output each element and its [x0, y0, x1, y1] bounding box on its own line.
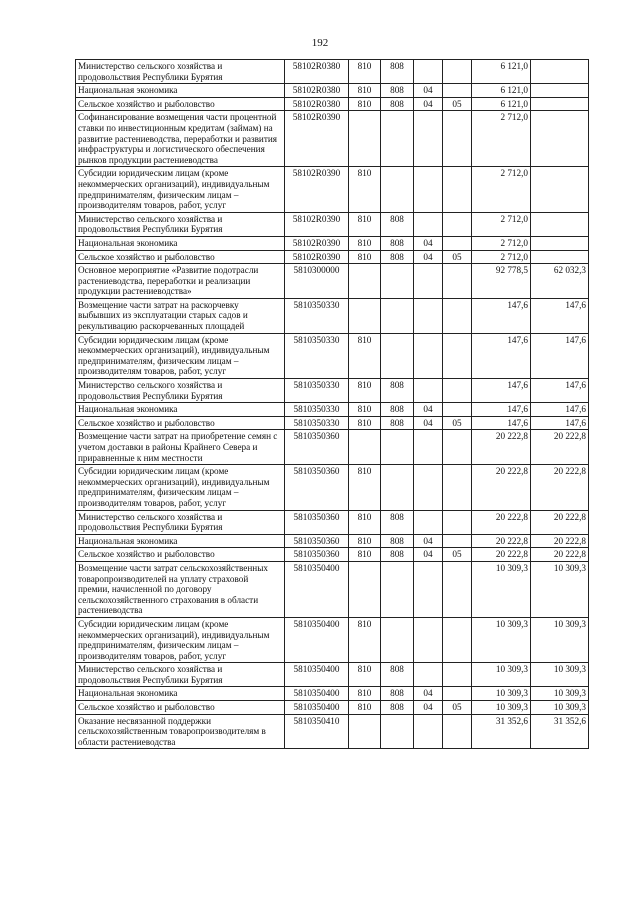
department-code-cell — [381, 430, 414, 465]
section-code-cell: 04 — [414, 97, 443, 111]
department-code-cell: 808 — [381, 97, 414, 111]
target-code-cell: 58102R0390 — [285, 236, 349, 250]
department-code-cell — [381, 465, 414, 510]
department-code-cell — [381, 714, 414, 749]
item-name-cell: Сельское хозяйство и рыболовство — [76, 548, 285, 562]
table-row — [76, 111, 589, 167]
ministry-code-cell — [349, 264, 381, 299]
section-code-cell: 04 — [414, 687, 443, 701]
section-code-cell: 04 — [414, 250, 443, 264]
table-row — [76, 333, 589, 378]
subsection-code-cell — [443, 561, 472, 617]
department-code-cell — [381, 617, 414, 662]
amount-year2-cell: 10 309,3 — [531, 617, 589, 662]
amount-year1-cell: 6 121,0 — [472, 97, 531, 111]
table-row — [76, 212, 589, 236]
department-code-cell: 808 — [381, 416, 414, 430]
department-code-cell: 808 — [381, 212, 414, 236]
amount-year2-cell — [531, 236, 589, 250]
department-code-cell — [381, 264, 414, 299]
amount-year2-cell: 147,6 — [531, 298, 589, 333]
subsection-code-cell: 05 — [443, 701, 472, 715]
target-code-cell: 58102R0390 — [285, 250, 349, 264]
ministry-code-cell — [349, 714, 381, 749]
item-name-cell: Субсидии юридическим лицам (кроме некоммерческих организаций), индивидуальным предпринимателям, физическим лицам – производителям товаров, работ, услуг — [76, 167, 285, 212]
section-code-cell — [414, 212, 443, 236]
section-code-cell — [414, 264, 443, 299]
department-code-cell: 808 — [381, 701, 414, 715]
section-code-cell — [414, 465, 443, 510]
target-code-cell: 5810350360 — [285, 465, 349, 510]
department-code-cell — [381, 561, 414, 617]
table-row — [76, 548, 589, 562]
item-name-cell: Национальная экономика — [76, 84, 285, 98]
target-code-cell: 5810350330 — [285, 298, 349, 333]
table-row — [76, 379, 589, 403]
section-code-cell: 04 — [414, 236, 443, 250]
section-code-cell — [414, 379, 443, 403]
item-name-cell: Министерство сельского хозяйства и продовольствия Республики Бурятия — [76, 510, 285, 534]
item-name-cell: Возмещение части затрат сельскохозяйственных товаропроизводителей на уплату страховой премии, начисленной по договору сельскохозяйственного страхования в области растениеводства — [76, 561, 285, 617]
target-code-cell: 5810350330 — [285, 379, 349, 403]
target-code-cell: 5810350360 — [285, 430, 349, 465]
subsection-code-cell — [443, 111, 472, 167]
amount-year2-cell: 147,6 — [531, 333, 589, 378]
section-code-cell — [414, 333, 443, 378]
amount-year1-cell: 147,6 — [472, 379, 531, 403]
amount-year2-cell — [531, 111, 589, 167]
ministry-code-cell: 810 — [349, 687, 381, 701]
department-code-cell: 808 — [381, 250, 414, 264]
section-code-cell: 04 — [414, 701, 443, 715]
department-code-cell: 808 — [381, 663, 414, 687]
amount-year1-cell: 92 778,5 — [472, 264, 531, 299]
department-code-cell — [381, 333, 414, 378]
subsection-code-cell — [443, 714, 472, 749]
item-name-cell: Министерство сельского хозяйства и продовольствия Республики Бурятия — [76, 212, 285, 236]
target-code-cell: 5810350410 — [285, 714, 349, 749]
amount-year1-cell: 2 712,0 — [472, 236, 531, 250]
subsection-code-cell — [443, 510, 472, 534]
amount-year2-cell — [531, 167, 589, 212]
table-row — [76, 714, 589, 749]
ministry-code-cell: 810 — [349, 510, 381, 534]
item-name-cell: Министерство сельского хозяйства и продовольствия Республики Бурятия — [76, 663, 285, 687]
amount-year1-cell: 2 712,0 — [472, 167, 531, 212]
amount-year1-cell: 2 712,0 — [472, 111, 531, 167]
amount-year2-cell: 10 309,3 — [531, 561, 589, 617]
amount-year2-cell: 62 032,3 — [531, 264, 589, 299]
section-code-cell — [414, 60, 443, 84]
department-code-cell: 808 — [381, 687, 414, 701]
ministry-code-cell: 810 — [349, 97, 381, 111]
amount-year1-cell: 20 222,8 — [472, 548, 531, 562]
table-row — [76, 701, 589, 715]
table-row — [76, 167, 589, 212]
item-name-cell: Возмещение части затрат на приобретение семян с учетом доставки в районы Крайнего Севера и приравненные к ним местности — [76, 430, 285, 465]
item-name-cell: Субсидии юридическим лицам (кроме некоммерческих организаций), индивидуальным предпринимателям, физическим лицам – производителям товаров, работ, услуг — [76, 465, 285, 510]
subsection-code-cell — [443, 84, 472, 98]
department-code-cell: 808 — [381, 84, 414, 98]
section-code-cell: 04 — [414, 416, 443, 430]
subsection-code-cell — [443, 617, 472, 662]
table-row — [76, 534, 589, 548]
subsection-code-cell — [443, 212, 472, 236]
table-body — [76, 60, 589, 749]
amount-year2-cell: 20 222,8 — [531, 510, 589, 534]
amount-year1-cell: 10 309,3 — [472, 687, 531, 701]
ministry-code-cell: 810 — [349, 465, 381, 510]
ministry-code-cell: 810 — [349, 548, 381, 562]
section-code-cell — [414, 167, 443, 212]
ministry-code-cell: 810 — [349, 701, 381, 715]
ministry-code-cell: 810 — [349, 333, 381, 378]
amount-year1-cell: 2 712,0 — [472, 212, 531, 236]
item-name-cell: Национальная экономика — [76, 534, 285, 548]
table-row — [76, 403, 589, 417]
section-code-cell — [414, 663, 443, 687]
section-code-cell — [414, 298, 443, 333]
target-code-cell: 5810350400 — [285, 687, 349, 701]
department-code-cell: 808 — [381, 510, 414, 534]
department-code-cell: 808 — [381, 534, 414, 548]
subsection-code-cell — [443, 60, 472, 84]
amount-year2-cell: 20 222,8 — [531, 430, 589, 465]
table-row — [76, 264, 589, 299]
amount-year2-cell: 20 222,8 — [531, 548, 589, 562]
department-code-cell: 808 — [381, 236, 414, 250]
target-code-cell: 5810350360 — [285, 510, 349, 534]
amount-year1-cell: 147,6 — [472, 298, 531, 333]
target-code-cell: 5810350400 — [285, 561, 349, 617]
item-name-cell: Сельское хозяйство и рыболовство — [76, 250, 285, 264]
target-code-cell: 58102R0380 — [285, 60, 349, 84]
department-code-cell: 808 — [381, 379, 414, 403]
department-code-cell — [381, 111, 414, 167]
budget-table — [75, 59, 589, 749]
ministry-code-cell: 810 — [349, 212, 381, 236]
amount-year2-cell: 147,6 — [531, 379, 589, 403]
ministry-code-cell: 810 — [349, 379, 381, 403]
subsection-code-cell — [443, 298, 472, 333]
target-code-cell: 5810350400 — [285, 701, 349, 715]
ministry-code-cell — [349, 111, 381, 167]
ministry-code-cell: 810 — [349, 416, 381, 430]
amount-year2-cell: 31 352,6 — [531, 714, 589, 749]
subsection-code-cell — [443, 264, 472, 299]
target-code-cell: 5810350360 — [285, 534, 349, 548]
subsection-code-cell — [443, 236, 472, 250]
item-name-cell: Софинансирование возмещения части процентной ставки по инвестиционным кредитам (займам) на развитие растениеводства, переработки и развития инфраструктуры и логистического обеспечения рынков продукции растениеводства — [76, 111, 285, 167]
section-code-cell — [414, 510, 443, 534]
table-row — [76, 617, 589, 662]
item-name-cell: Национальная экономика — [76, 236, 285, 250]
ministry-code-cell: 810 — [349, 617, 381, 662]
table-row — [76, 561, 589, 617]
table-row — [76, 416, 589, 430]
amount-year1-cell: 6 121,0 — [472, 60, 531, 84]
item-name-cell: Сельское хозяйство и рыболовство — [76, 97, 285, 111]
amount-year2-cell — [531, 97, 589, 111]
subsection-code-cell: 05 — [443, 548, 472, 562]
section-code-cell — [414, 561, 443, 617]
target-code-cell: 5810350330 — [285, 403, 349, 417]
department-code-cell: 808 — [381, 403, 414, 417]
ministry-code-cell: 810 — [349, 663, 381, 687]
ministry-code-cell — [349, 298, 381, 333]
item-name-cell: Министерство сельского хозяйства и продовольствия Республики Бурятия — [76, 60, 285, 84]
target-code-cell: 5810300000 — [285, 264, 349, 299]
target-code-cell: 5810350330 — [285, 333, 349, 378]
ministry-code-cell: 810 — [349, 250, 381, 264]
subsection-code-cell — [443, 465, 472, 510]
amount-year1-cell: 10 309,3 — [472, 617, 531, 662]
item-name-cell: Основное мероприятие «Развитие подотрасли растениеводства, переработки и реализации продукции растениеводства» — [76, 264, 285, 299]
amount-year2-cell — [531, 250, 589, 264]
target-code-cell: 5810350360 — [285, 548, 349, 562]
table-row — [76, 510, 589, 534]
item-name-cell: Субсидии юридическим лицам (кроме некоммерческих организаций), индивидуальным предпринимателям, физическим лицам – производителям товаров, работ, услуг — [76, 333, 285, 378]
amount-year1-cell: 20 222,8 — [472, 465, 531, 510]
subsection-code-cell: 05 — [443, 250, 472, 264]
table-row — [76, 465, 589, 510]
subsection-code-cell: 05 — [443, 416, 472, 430]
target-code-cell: 58102R0380 — [285, 84, 349, 98]
table-row — [76, 236, 589, 250]
item-name-cell: Сельское хозяйство и рыболовство — [76, 416, 285, 430]
ministry-code-cell — [349, 430, 381, 465]
section-code-cell: 04 — [414, 534, 443, 548]
amount-year1-cell: 147,6 — [472, 333, 531, 378]
amount-year1-cell: 20 222,8 — [472, 510, 531, 534]
section-code-cell: 04 — [414, 403, 443, 417]
ministry-code-cell: 810 — [349, 167, 381, 212]
amount-year2-cell — [531, 212, 589, 236]
department-code-cell: 808 — [381, 60, 414, 84]
amount-year1-cell: 20 222,8 — [472, 534, 531, 548]
amount-year2-cell: 147,6 — [531, 403, 589, 417]
table-row — [76, 97, 589, 111]
ministry-code-cell: 810 — [349, 60, 381, 84]
target-code-cell: 5810350400 — [285, 663, 349, 687]
department-code-cell — [381, 167, 414, 212]
section-code-cell: 04 — [414, 548, 443, 562]
target-code-cell: 58102R0390 — [285, 111, 349, 167]
subsection-code-cell: 05 — [443, 97, 472, 111]
item-name-cell: Возмещение части затрат на раскорчевку выбывших из эксплуатации старых садов и рекультивацию раскорчеванных площадей — [76, 298, 285, 333]
section-code-cell — [414, 430, 443, 465]
page-number: 192 — [311, 37, 329, 49]
target-code-cell: 58102R0380 — [285, 97, 349, 111]
table-row — [76, 663, 589, 687]
amount-year1-cell: 10 309,3 — [472, 561, 531, 617]
department-code-cell: 808 — [381, 548, 414, 562]
subsection-code-cell — [443, 534, 472, 548]
table-row — [76, 250, 589, 264]
table-row — [76, 60, 589, 84]
target-code-cell: 58102R0390 — [285, 167, 349, 212]
amount-year2-cell — [531, 84, 589, 98]
item-name-cell: Оказание несвязанной поддержки сельскохозяйственным товаропроизводителям в области растениеводства — [76, 714, 285, 749]
amount-year2-cell: 20 222,8 — [531, 465, 589, 510]
amount-year1-cell: 10 309,3 — [472, 701, 531, 715]
ministry-code-cell: 810 — [349, 534, 381, 548]
subsection-code-cell — [443, 333, 472, 378]
table-row — [76, 687, 589, 701]
target-code-cell: 5810350330 — [285, 416, 349, 430]
ministry-code-cell — [349, 561, 381, 617]
ministry-code-cell: 810 — [349, 403, 381, 417]
section-code-cell — [414, 111, 443, 167]
target-code-cell: 58102R0390 — [285, 212, 349, 236]
amount-year1-cell: 2 712,0 — [472, 250, 531, 264]
subsection-code-cell — [443, 687, 472, 701]
amount-year1-cell: 20 222,8 — [472, 430, 531, 465]
subsection-code-cell — [443, 379, 472, 403]
ministry-code-cell: 810 — [349, 84, 381, 98]
table-row — [76, 298, 589, 333]
item-name-cell: Министерство сельского хозяйства и продовольствия Республики Бурятия — [76, 379, 285, 403]
amount-year1-cell: 10 309,3 — [472, 663, 531, 687]
amount-year1-cell: 147,6 — [472, 416, 531, 430]
item-name-cell: Национальная экономика — [76, 687, 285, 701]
amount-year1-cell: 6 121,0 — [472, 84, 531, 98]
item-name-cell: Субсидии юридическим лицам (кроме некоммерческих организаций), индивидуальным предпринимателям, физическим лицам – производителям товаров, работ, услуг — [76, 617, 285, 662]
amount-year2-cell — [531, 60, 589, 84]
amount-year2-cell: 10 309,3 — [531, 701, 589, 715]
subsection-code-cell — [443, 430, 472, 465]
amount-year2-cell: 147,6 — [531, 416, 589, 430]
subsection-code-cell — [443, 167, 472, 212]
subsection-code-cell — [443, 663, 472, 687]
amount-year2-cell: 10 309,3 — [531, 663, 589, 687]
table-row — [76, 84, 589, 98]
table-row — [76, 430, 589, 465]
item-name-cell: Сельское хозяйство и рыболовство — [76, 701, 285, 715]
department-code-cell — [381, 298, 414, 333]
amount-year2-cell: 20 222,8 — [531, 534, 589, 548]
item-name-cell: Национальная экономика — [76, 403, 285, 417]
amount-year1-cell: 31 352,6 — [472, 714, 531, 749]
section-code-cell: 04 — [414, 84, 443, 98]
subsection-code-cell — [443, 403, 472, 417]
amount-year1-cell: 147,6 — [472, 403, 531, 417]
ministry-code-cell: 810 — [349, 236, 381, 250]
section-code-cell — [414, 714, 443, 749]
amount-year2-cell: 10 309,3 — [531, 687, 589, 701]
section-code-cell — [414, 617, 443, 662]
target-code-cell: 5810350400 — [285, 617, 349, 662]
